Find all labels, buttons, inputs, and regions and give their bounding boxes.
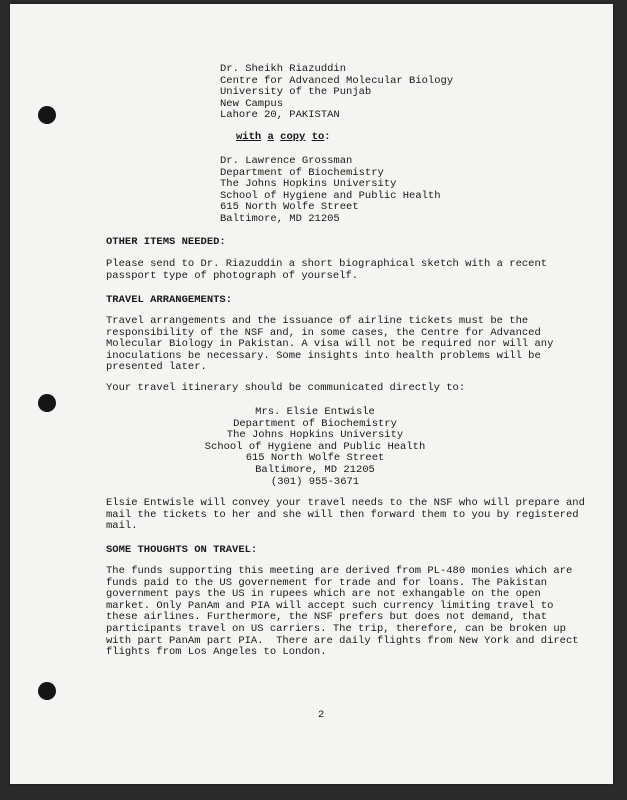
paragraph-thoughts: [106, 565, 579, 659]
text-line: inoculations be necessary. Some insights into health problems will be: [106, 349, 541, 362]
text-line: Molecular Biology in Pakistan. A visa will not be required nor will any: [106, 338, 554, 351]
section-heading-travel: TRAVEL ARRANGEMENTS:: [106, 294, 233, 306]
text-line: Your travel itinerary should be communicated directly to:: [106, 382, 466, 394]
text-line: funds paid to the US governement for trade and for loans. The Pakistan: [106, 576, 548, 589]
document-page: [10, 4, 613, 784]
page-number: 2: [318, 709, 325, 721]
punch-hole: [38, 682, 56, 700]
address-line: Baltimore, MD 21205: [220, 212, 340, 225]
copy-label-word: to: [311, 131, 325, 143]
text-line: with part PanAm part PIA. There are daily flights from New York and direct: [106, 634, 579, 647]
text-line: mail the tickets to her and she will then forward them to you by registered: [106, 508, 579, 521]
copy-label-colon: :: [324, 131, 331, 143]
text-line: responsibility of the NSF and, in some cases, the Centre for Advanced: [106, 326, 541, 339]
paragraph-travel-closing: [106, 497, 585, 533]
text-line: passport type of photograph of yourself.: [106, 269, 359, 282]
contact-line: 615 North Wolfe Street: [245, 452, 385, 465]
copy-label-word: with: [236, 131, 262, 143]
recipient-address: [220, 64, 453, 122]
address-line: Lahore 20, PAKISTAN: [220, 109, 340, 122]
section-heading-thoughts: SOME THOUGHTS ON TRAVEL:: [106, 544, 258, 556]
text-line: participants travel on US carriers. The trip, therefore, can be broken up: [106, 622, 566, 635]
paragraph-other-items: [106, 259, 546, 282]
address-line: Centre for Advanced Molecular Biology: [220, 74, 454, 87]
text-line: Travel arrangements and the issuance of airline tickets must be the: [106, 315, 529, 327]
punch-hole: [38, 394, 56, 412]
address-line: The Johns Hopkins University: [220, 178, 397, 191]
copy-to-label: [236, 132, 331, 144]
text-line: market. Only PanAm and PIA will accept such currency limiting travel to: [106, 599, 554, 612]
copy-recipient-address: [220, 156, 441, 226]
text-line: Please send to Dr. Riazuddin a short biographical sketch with a recent: [106, 258, 548, 270]
address-line: New Campus: [220, 97, 284, 110]
address-line: Dr. Lawrence Grossman: [220, 155, 353, 167]
contact-line: Mrs. Elsie Entwisle: [255, 406, 375, 418]
copy-label-word: copy: [280, 131, 306, 143]
text-line: these airlines. Furthermore, the NSF prefers but does not demand, that: [106, 611, 548, 624]
text-line: flights from Los Angeles to London.: [106, 646, 327, 659]
address-line: School of Hygiene and Public Health: [220, 189, 441, 202]
section-heading-other-items: OTHER ITEMS NEEDED:: [106, 236, 226, 248]
text-line: presented later.: [106, 361, 207, 374]
address-line: 615 North Wolfe Street: [220, 201, 359, 214]
address-line: University of the Punjab: [220, 86, 372, 99]
contact-line: Department of Biochemistry: [233, 417, 397, 430]
contact-block: [106, 407, 524, 488]
punch-hole: [38, 106, 56, 124]
text-line: mail.: [106, 520, 138, 533]
text-line: government pays the US in rupees which are not exhangable on the open: [106, 588, 541, 601]
contact-line: The Johns Hopkins University: [226, 429, 404, 442]
address-line: Department of Biochemistry: [220, 166, 384, 179]
contact-line: School of Hygiene and Public Health: [204, 440, 426, 453]
text-line: Elsie Entwisle will convey your travel needs to the NSF who will prepare and: [106, 497, 585, 509]
contact-line: (301) 955-3671: [270, 475, 360, 488]
contact-line: Baltimore, MD 21205: [255, 463, 375, 476]
text-line: The funds supporting this meeting are derived from PL-480 monies which are: [106, 565, 573, 577]
paragraph-travel: [106, 315, 554, 374]
copy-label-word: a: [267, 131, 274, 143]
address-line: Dr. Sheikh Riazuddin: [220, 63, 347, 75]
itinerary-line: [106, 383, 546, 395]
